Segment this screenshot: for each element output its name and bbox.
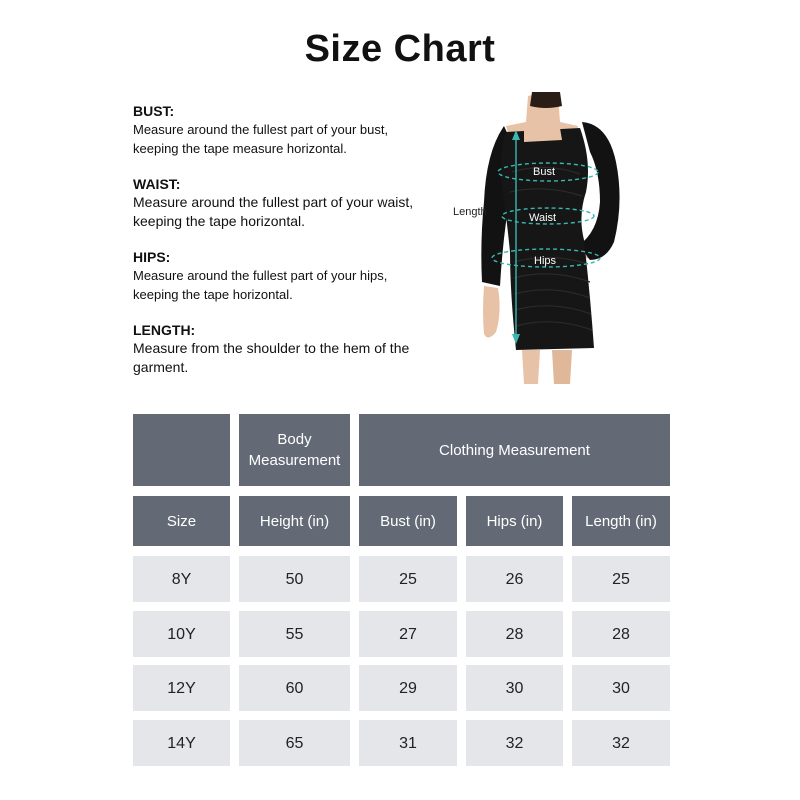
instruction-heading: BUST: bbox=[133, 103, 175, 119]
table-cell-size: 12Y bbox=[133, 665, 230, 711]
table-cell-bust: 31 bbox=[359, 720, 457, 766]
instruction-heading: LENGTH: bbox=[133, 322, 196, 338]
table-cell-size: 10Y bbox=[133, 611, 230, 657]
blank-header-cell bbox=[133, 414, 230, 486]
measurement-instructions bbox=[133, 102, 433, 394]
instruction-text: Measure around the fullest part of your waist, keeping the tape horizontal. bbox=[133, 194, 414, 229]
table-cell-hips: 30 bbox=[466, 665, 563, 711]
dress-body bbox=[501, 128, 594, 350]
hips-label: Hips bbox=[534, 255, 557, 267]
instruction-waist bbox=[133, 175, 433, 231]
clothing-measurement-header: Clothing Measurement bbox=[359, 414, 670, 486]
table-cell-length: 32 bbox=[572, 720, 670, 766]
table-cell-height: 50 bbox=[239, 556, 350, 602]
table-cell-size: 14Y bbox=[133, 720, 230, 766]
dress-model-illustration bbox=[440, 92, 670, 384]
instruction-heading: WAIST: bbox=[133, 176, 181, 192]
table-cell-length: 28 bbox=[572, 611, 670, 657]
table-cell-height: 60 bbox=[239, 665, 350, 711]
instruction-heading: HIPS: bbox=[133, 249, 171, 265]
table-cell-length: 25 bbox=[572, 556, 670, 602]
table-cell-size: 8Y bbox=[133, 556, 230, 602]
instruction-hips bbox=[133, 248, 433, 304]
table-cell-height: 55 bbox=[239, 611, 350, 657]
model-leg-right bbox=[552, 350, 572, 384]
bust-label: Bust bbox=[533, 166, 556, 178]
body-measurement-header: Body Measurement bbox=[239, 414, 350, 486]
column-header-height: Height (in) bbox=[239, 496, 350, 546]
table-cell-bust: 29 bbox=[359, 665, 457, 711]
waist-label: Waist bbox=[529, 212, 557, 224]
table-cell-bust: 25 bbox=[359, 556, 457, 602]
model-neckline bbox=[524, 128, 562, 142]
dress-figure-svg bbox=[440, 92, 670, 384]
column-header-bust: Bust (in) bbox=[359, 496, 457, 546]
column-header-hips: Hips (in) bbox=[466, 496, 563, 546]
table-cell-bust: 27 bbox=[359, 611, 457, 657]
instruction-length bbox=[133, 321, 433, 377]
instruction-bust bbox=[133, 102, 433, 158]
column-header-length: Length (in) bbox=[572, 496, 670, 546]
table-cell-length: 30 bbox=[572, 665, 670, 711]
model-hair bbox=[530, 92, 562, 108]
table-cell-height: 65 bbox=[239, 720, 350, 766]
page-title: Size Chart bbox=[304, 28, 496, 70]
model-hand bbox=[483, 286, 500, 338]
column-header-size: Size bbox=[133, 496, 230, 546]
table-cell-hips: 32 bbox=[466, 720, 563, 766]
model-leg-left bbox=[522, 350, 540, 384]
instruction-text: Measure around the fullest part of your bust, keeping the tape measure horizontal. bbox=[133, 122, 389, 156]
table-cell-hips: 28 bbox=[466, 611, 563, 657]
instruction-text: Measure around the fullest part of your hips, keeping the tape horizontal. bbox=[133, 268, 388, 302]
length-label: Length bbox=[453, 206, 487, 218]
table-cell-hips: 26 bbox=[466, 556, 563, 602]
instruction-text: Measure from the shoulder to the hem of the garment. bbox=[133, 340, 410, 375]
